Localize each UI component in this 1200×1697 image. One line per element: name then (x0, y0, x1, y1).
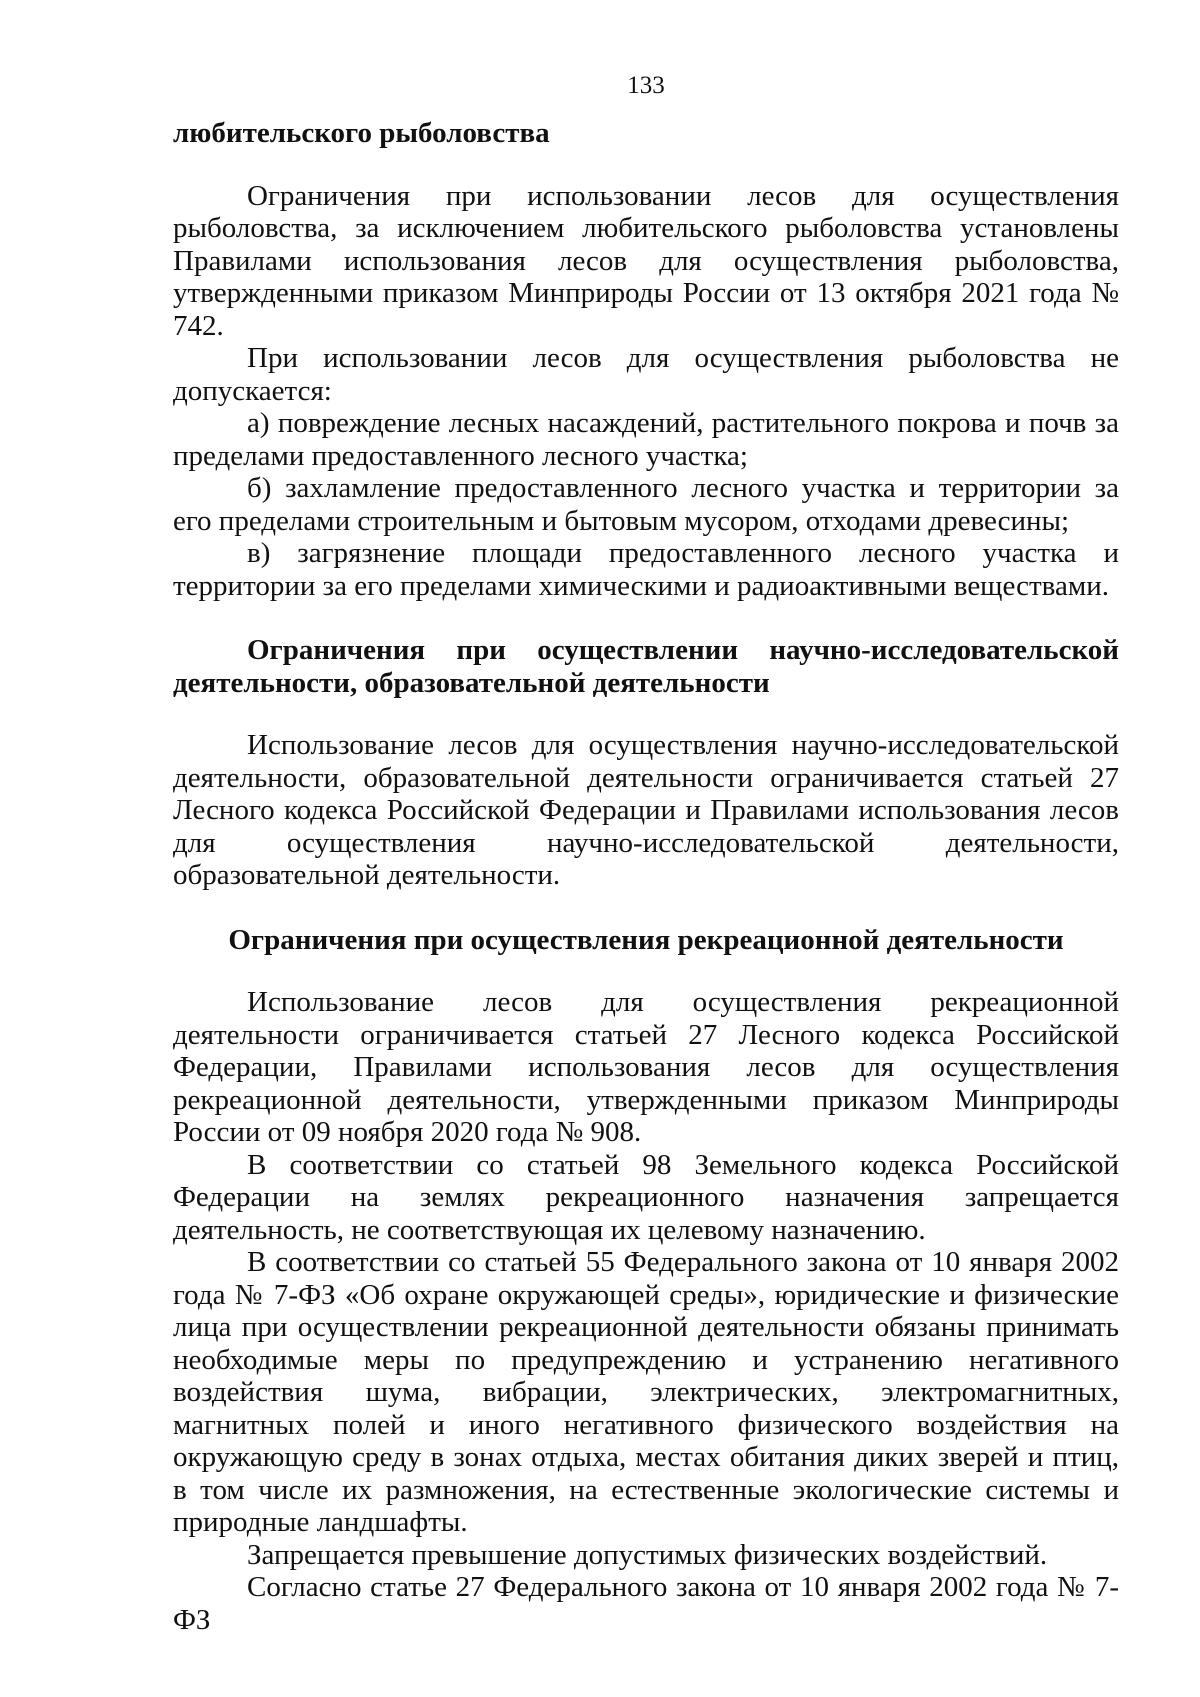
page-content (173, 117, 1119, 1636)
paragraph: Согласно статье 27 Федерального закона от 10 января 2002 года № 7-ФЗ (173, 1571, 1119, 1636)
paragraph: При использовании лесов для осуществления рыболовства не допускается: (173, 342, 1119, 407)
section-heading: Ограничения при осуществления рекреационной деятельности (228, 923, 1064, 956)
section-fishing (173, 180, 1119, 603)
section-heading: Ограничения при осуществлении научно-исследовательской деятельности, образовательной деятельности (173, 634, 1119, 699)
paragraph: В соответствии со статьей 98 Земельного кодекса Российской Федерации на землях рекреационного назначения запрещается деятельность, не соответствующая их целевому назначению. (173, 1148, 1119, 1246)
page-number: 133 (627, 72, 665, 99)
list-item: в) загрязнение площади предоставленного лесного участка и территории за его пределами химическими и радиоактивными веществами. (173, 537, 1119, 602)
paragraph: В соответствии со статьей 55 Федерального закона от 10 января 2002 года № 7-ФЗ «Об охране окружающей среды», юридические и физические лица при осуществлении рекреационной деятельности обязаны принимать необходимые меры по предупреждению и устранению негативного воздействия шума, вибрации, электрических, электромагнитных, магнитных полей и иного негативного физического воздействия на окружающую среду в зонах отдыха, местах обитания диких зверей и птиц, в том числе их размножения, на естественные экологические системы и природные ландшафты. (173, 1246, 1119, 1538)
list-item: б) захламление предоставленного лесного участка и территории за его пределами строительным и бытовым мусором, отходами древесины; (173, 472, 1119, 537)
paragraph: Запрещается превышение допустимых физических воздействий. (247, 1538, 1048, 1571)
paragraph: Использование лесов для осуществления рекреационной деятельности ограничивается статьей 27 Лесного кодекса Российской Федерации, Правилами использования лесов для осуществления рекреационной деятельности, утвержденными приказом Минприроды России от 09 ноября 2020 года № 908. (173, 986, 1119, 1148)
heading-continuation: любительского рыболовства (173, 117, 550, 149)
section-recreation (173, 924, 1119, 1637)
section-research (173, 634, 1119, 892)
list-item: а) повреждение лесных насаждений, растительного покрова и почв за пределами предоставленного лесного участка; (173, 407, 1119, 472)
paragraph: Ограничения при использовании лесов для осуществления рыболовства, за исключением любительского рыболовства установлены Правилами использования лесов для осуществления рыболовства, утвержденными приказом Минприроды России от 13 октября 2021 года № 742. (173, 179, 1119, 342)
paragraph: Использование лесов для осуществления научно-исследовательской деятельности, образовательной деятельности ограничивается статьей 27 Лесного кодекса Российской Федерации и Правилами использования лесов для осуществления научно-исследовательской деятельности, образовательной деятельности. (173, 729, 1119, 891)
